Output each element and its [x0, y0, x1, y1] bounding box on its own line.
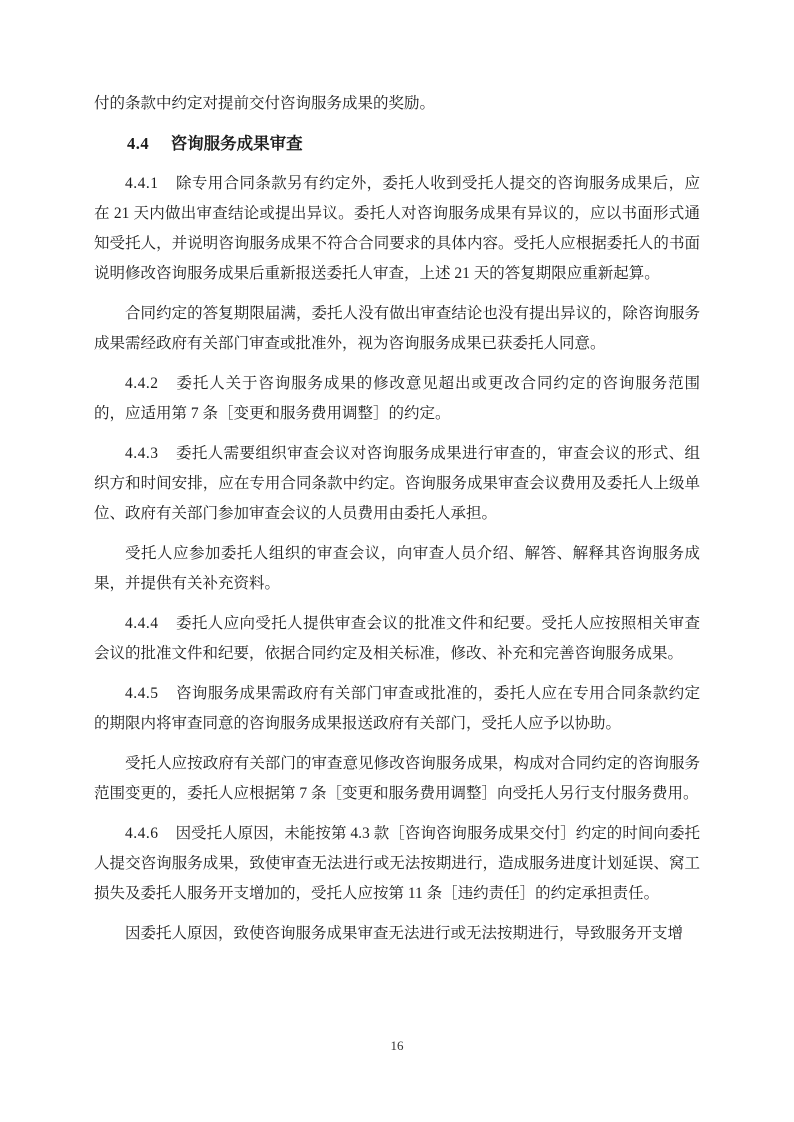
- paragraph-text: 委托人关于咨询服务成果的修改意见超出或更改合同约定的咨询服务范围的，应适用第 7 条［变更和服务费用调整］的约定。: [94, 375, 700, 422]
- clause-number: 4.4.3: [125, 445, 159, 462]
- clause-paragraph: [94, 919, 700, 949]
- clause-number: 4.4.6: [125, 825, 159, 842]
- clause-paragraph: [94, 749, 700, 809]
- clause-paragraph: [94, 299, 700, 359]
- section-number: 4.4: [127, 134, 150, 153]
- paragraph-text: 受托人应按政府有关部门的审查意见修改咨询服务成果，构成对合同约定的咨询服务范围变更的，委托人应根据第 7 条［变更和服务费用调整］向受托人另行支付服务费用。: [94, 755, 700, 802]
- clause-paragraph: [94, 169, 700, 289]
- clause-paragraph: [94, 439, 700, 529]
- page-content: [94, 89, 700, 959]
- page-number: 16: [390, 1038, 404, 1053]
- paragraph-text: 受托人应参加委托人组织的审查会议，向审查人员介绍、解答、解释其咨询服务成果，并提供有关补充资料。: [94, 545, 700, 592]
- continuation-paragraph: 付的条款中约定对提前交付咨询服务成果的奖励。: [94, 95, 436, 112]
- clause-number: 4.4.4: [125, 615, 159, 632]
- clause-paragraph: [94, 609, 700, 669]
- section-title: 咨询服务成果审查: [170, 134, 303, 153]
- clause-paragraph: [94, 819, 700, 909]
- clause-paragraph: [94, 369, 700, 429]
- paragraph-text: 委托人需要组织审查会议对咨询服务成果进行审查的，审查会议的形式、组织方和时间安排，应在专用合同条款中约定。咨询服务成果审查会议费用及委托人上级单位、政府有关部门参加审查会议的人员费用由委托人承担。: [94, 445, 700, 522]
- clause-paragraph: [94, 679, 700, 739]
- paragraph-text: 因委托人原因，致使咨询服务成果审查无法进行或无法按期进行，导致服务开支增: [125, 925, 684, 942]
- clause-number: 4.4.1: [125, 175, 159, 192]
- paragraph-text: 除专用合同条款另有约定外，委托人收到受托人提交的咨询服务成果后，应在 21 天内做出审查结论或提出异议。委托人对咨询服务成果有异议的，应以书面形式通知受托人，并说明咨询服务成果不符合合同要求的具体内容。受托人应根据委托人的书面说明修改咨询服务成果后重新报送委托人审查，上述 21 天的答复期限应重新起算。: [94, 175, 700, 282]
- page-footer: [0, 1036, 794, 1056]
- paragraph-text: 咨询服务成果需政府有关部门审查或批准的，委托人应在专用合同条款约定的期限内将审查同意的咨询服务成果报送政府有关部门，受托人应予以协助。: [94, 685, 700, 732]
- clause-number: 4.4.2: [125, 375, 159, 392]
- paragraph-text: 因受托人原因，未能按第 4.3 款［咨询咨询服务成果交付］约定的时间向委托人提交咨询服务成果，致使审查无法进行或无法按期进行，造成服务进度计划延误、窝工损失及委托人服务开支增加的，受托人应按第 11 条［违约责任］的约定承担责任。: [94, 825, 700, 902]
- paragraph-text: 合同约定的答复期限届满，委托人没有做出审查结论也没有提出异议的，除咨询服务成果需经政府有关部门审查或批准外，视为咨询服务成果已获委托人同意。: [94, 305, 700, 352]
- paragraph-text: 委托人应向受托人提供审查会议的批准文件和纪要。受托人应按照相关审查会议的批准文件和纪要，依据合同约定及相关标准，修改、补充和完善咨询服务成果。: [94, 615, 700, 662]
- section-heading: [94, 129, 700, 159]
- clause-number: 4.4.5: [125, 685, 159, 702]
- clauses-container: [94, 169, 700, 949]
- clause-paragraph: [94, 539, 700, 599]
